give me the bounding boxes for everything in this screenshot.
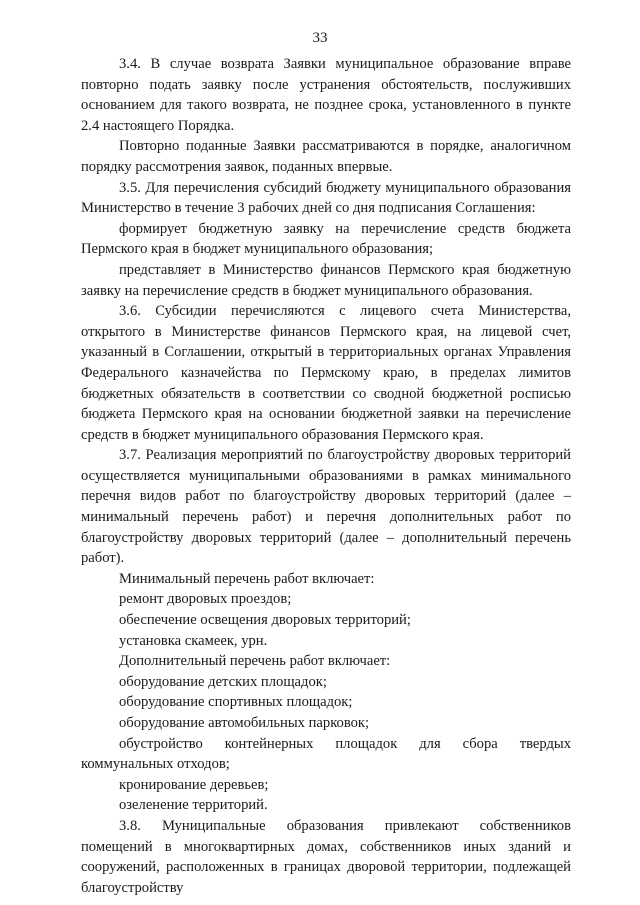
paragraph-submits-budget-request: представляет в Министерство финансов Пермского края бюджетную заявку на перечисление средств в бюджет муниципального образования. [81,261,571,299]
list-item: установка скамеек, урн. [119,632,268,649]
list-item: оборудование детских площадок; [119,673,327,690]
page-number: 33 [312,30,328,46]
list-item: обеспечение освещения дворовых территорий; [119,612,411,629]
list-item: кронирование деревьев; [119,776,269,793]
list-item: оборудование спортивных площадок; [119,694,353,711]
paragraph-3-6: 3.6. Субсидии перечисляются с лицевого счета Министерства, открытого в Министерстве финансов Пермского края, на лицевой счет, указанный в Соглашении, открытый в территориальных органах Управления Федерального казначейства по Пермскому краю, в пределах лимитов бюджетных обязательств в соответствии со сводной бюджетной росписью бюджета Пермского края на основании бюджетной заявки на перечисление средств в бюджет муниципального образования Пермского края. [81,303,571,443]
list-item: обустройство контейнерных площадок для сбора твердых коммунальных отходов; [81,735,571,773]
paragraph-3-8: 3.8. Муниципальные образования привлекают собственников помещений в многоквартирных домах, собственников иных зданий и сооружений, расположенных в границах дворовой территории, подлежащей благоустройству [81,817,571,896]
minimal-list-heading: Минимальный перечень работ включает: [119,570,375,587]
document-body [81,54,571,898]
paragraph-3-7: 3.7. Реализация мероприятий по благоустройству дворовых территорий осуществляется муниципальными образованиями в рамках минимального перечня видов работ по благоустройству дворовых территорий (далее – минимальный перечень работ) и перечня дополнительных работ по благоустройству дворовых территорий (далее – дополнительный перечень работ). [81,447,571,567]
additional-list-heading: Дополнительный перечень работ включает: [119,653,391,670]
list-item: ремонт дворовых проездов; [119,591,292,608]
list-item: озеленение территорий. [119,797,268,814]
paragraph-resubmission: Повторно поданные Заявки рассматриваются в порядке, аналогичном порядку рассмотрения заявок, поданных впервые. [81,138,571,175]
list-item: оборудование автомобильных парковок; [119,715,370,731]
paragraph-3-4: 3.4. В случае возврата Заявки муниципальное образование вправе повторно подать заявку после устранения обстоятельств, послуживших основанием для такого возврата, не позднее срока, установленного в пункте 2.4 настоящего Порядка. [81,56,571,134]
paragraph-forms-budget-request: формирует бюджетную заявку на перечисление средств бюджета Пермского края в бюджет муниципального образования; [81,220,571,258]
paragraph-3-5: 3.5. Для перечисления субсидий бюджету муниципального образования Министерство в течение 3 рабочих дней со дня подписания Соглашения: [81,179,571,217]
